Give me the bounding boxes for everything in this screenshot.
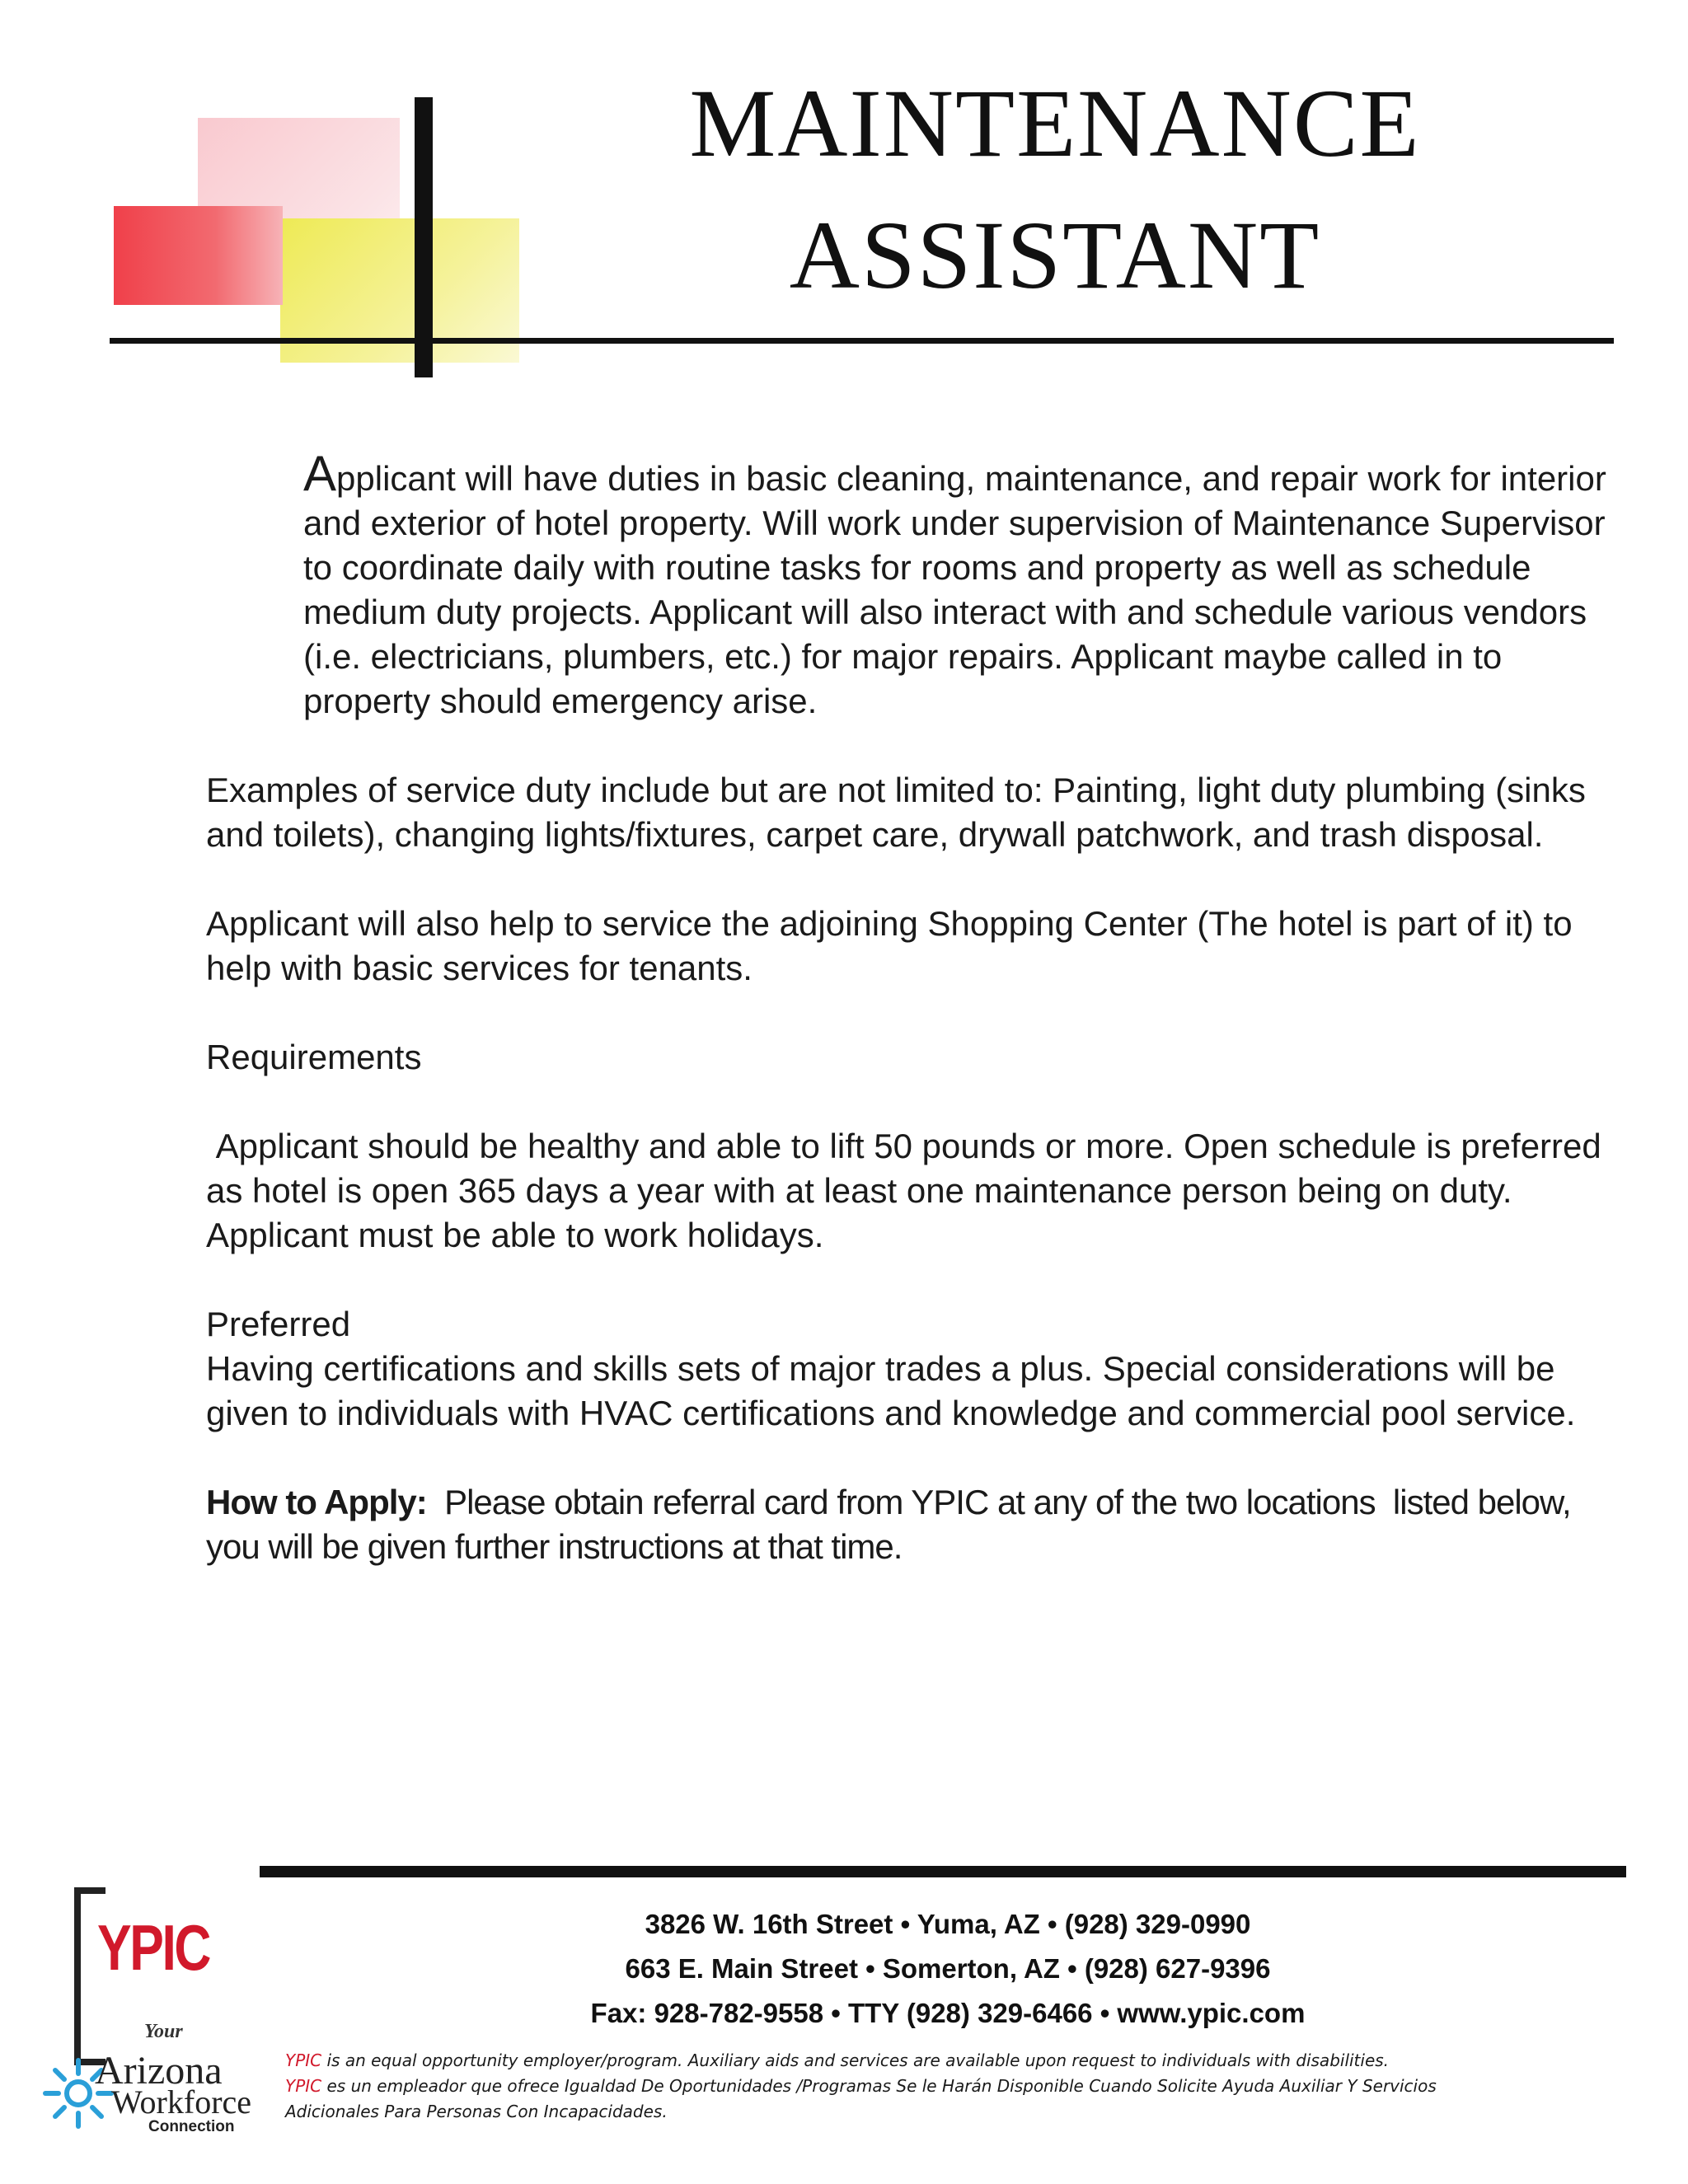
notice-brand-es: YPIC <box>285 2076 322 2096</box>
logo-workforce-text: Workforce <box>111 2083 252 2121</box>
header-divider <box>110 338 1614 344</box>
preferred-paragraph: Having certifications and skills sets of major trades a plus. Special considerations will be given to individuals with HVAC certifications and knowledge and commercial pool service. <box>206 1349 1576 1432</box>
logo-connection-text: Connection <box>148 2118 235 2135</box>
how-to-apply-text: Please obtain referral card from YPIC at any of the two locations listed below, you will be given further instructions at that time. <box>206 1483 1580 1566</box>
notice-spanish-text: es un empleador que ofrece Igualdad De Oportunidades /Programas Se le Harán Disponible Cuando Solicite Ayuda Auxiliar Y Servicios <box>321 2076 1437 2096</box>
requirements-paragraph: Applicant should be healthy and able to lift 50 pounds or more. Open schedule is preferred as hotel is open 365 days a year with at least one maintenance person being on duty. Applicant must be able to work holidays. <box>206 1127 1611 1254</box>
logo-your-text: Your <box>144 2021 183 2042</box>
notice-english-text: is an equal opportunity employer/program. Auxiliary aids and services are available upon request to individuals with disabilities. <box>321 2050 1390 2070</box>
ypic-logo <box>33 1879 264 2151</box>
intro-dropcap: A <box>303 446 337 501</box>
contact-line: Fax: 928-782-9558 • TTY (928) 329-6466 • www.ypic.com <box>590 1998 1306 2028</box>
footer-address <box>412 1902 1484 2036</box>
notice-spanish-line2: Adicionales Para Personas Con Incapacidades. <box>285 2102 668 2121</box>
page-title <box>528 58 1582 321</box>
job-description <box>206 446 1611 1569</box>
requirements-heading: Requirements <box>206 1038 422 1076</box>
title-line-2: ASSISTANT <box>789 201 1321 309</box>
logo-ypic-text: YPIC <box>97 1911 210 1984</box>
notice-spanish <box>285 2074 1637 2099</box>
examples-paragraph: Examples of service duty include but are not limited to: Painting, light duty plumbing (sinks and toilets), changing lights/fixtures, carpet care, drywall patchwork, and trash disposal. <box>206 771 1586 854</box>
intro-text: pplicant will have duties in basic cleaning, maintenance, and repair work for interior and exterior of hotel property. Will work under supervision of Maintenance Supervisor to coordinate daily with routine tasks for rooms and property as well as schedule medium duty projects. Applicant will also interact with and schedule various vendors (i.e. electricians, plumbers, etc.) for major repairs. Applicant maybe called in to property should emergency arise. <box>303 459 1606 720</box>
logo-arizona-text: Arizona <box>95 2049 223 2093</box>
address-somerton: 663 E. Main Street • Somerton, AZ • (928) 627-9396 <box>625 1953 1271 1984</box>
decorative-vertical-bar <box>415 97 433 377</box>
how-to-apply-paragraph <box>206 1480 1607 1569</box>
address-yuma: 3826 W. 16th Street • Yuma, AZ • (928) 329-0990 <box>645 1909 1251 1939</box>
preferred-heading: Preferred <box>206 1305 351 1343</box>
shopping-center-paragraph: Applicant will also help to service the adjoining Shopping Center (The hotel is part of it) to help with basic services for tenants. <box>206 904 1573 987</box>
footer-divider <box>260 1866 1626 1877</box>
notice-brand: YPIC <box>285 2050 322 2070</box>
title-line-1: MAINTENANCE <box>689 69 1421 177</box>
notice-english <box>285 2048 1637 2074</box>
how-to-apply-label: How to Apply: <box>206 1483 427 1521</box>
intro-paragraph <box>206 446 1607 724</box>
equal-opportunity-notice <box>285 2048 1637 2125</box>
decorative-red-square <box>114 206 283 305</box>
